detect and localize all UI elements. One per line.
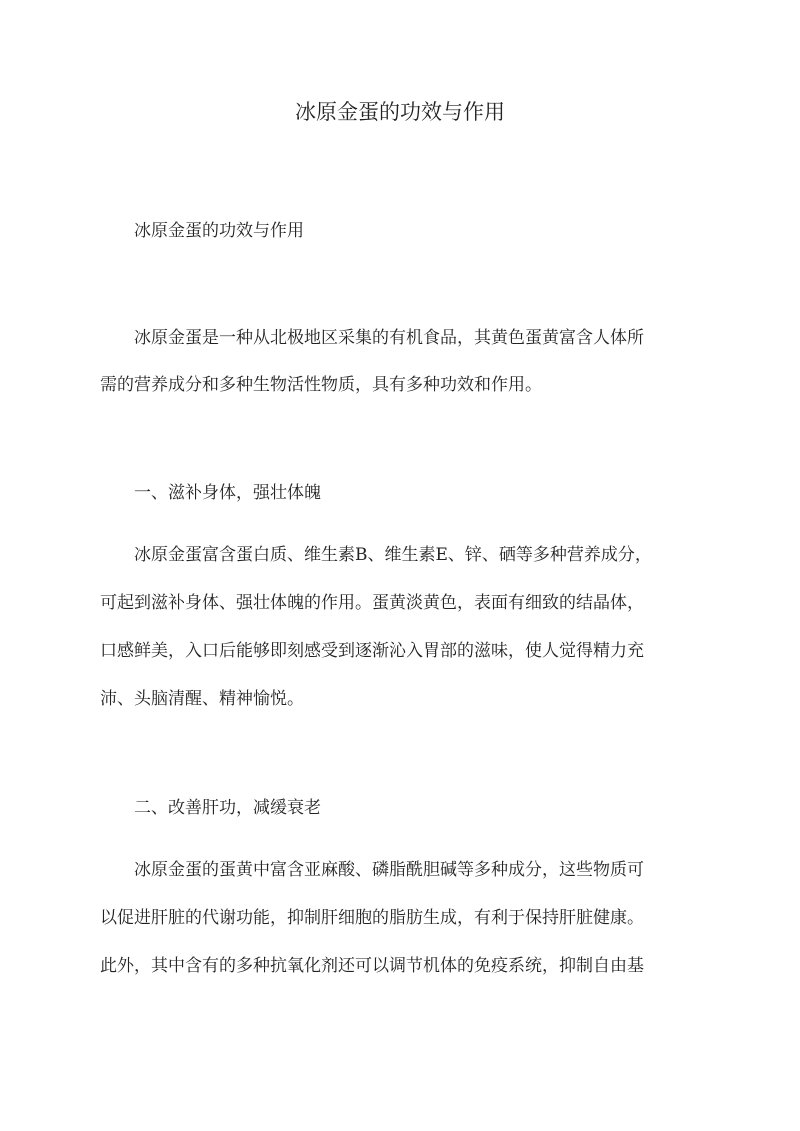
section-1-heading: 一、滋补身体，强壮体魄 xyxy=(134,483,321,503)
section-1-line-3: 口感鲜美，入口后能够即刻感受到逐渐沁入胃部的滋味，使人觉得精力充 xyxy=(100,641,644,661)
section-2-line-1: 冰原金蛋的蛋黄中富含亚麻酸、磷脂酰胆碱等多种成分，这些物质可 xyxy=(134,860,644,880)
section-1-line-4: 沛、头脑清醒、精神愉悦。 xyxy=(100,689,304,709)
page-title: 冰原金蛋的功效与作用 xyxy=(295,100,505,124)
intro-line-1: 冰原金蛋是一种从北极地区采集的有机食品，其黄色蛋黄富含人体所 xyxy=(134,328,644,348)
section-2-heading: 二、改善肝功，减缓衰老 xyxy=(134,798,321,818)
section-1-line-1: 冰原金蛋富含蛋白质、维生素B、维生素E、锌、硒等多种营养成分， xyxy=(134,545,652,565)
section-2-line-3: 此外，其中含有的多种抗氧化剂还可以调节机体的免疫系统，抑制自由基 xyxy=(100,956,644,976)
section-1-line-2: 可起到滋补身体、强壮体魄的作用。蛋黄淡黄色，表面有细致的结晶体， xyxy=(100,593,644,613)
subtitle: 冰原金蛋的功效与作用 xyxy=(134,221,304,241)
section-2-line-2: 以促进肝脏的代谢功能，抑制肝细胞的脂肪生成，有利于保持肝脏健康。 xyxy=(100,908,644,928)
intro-line-2: 需的营养成分和多种生物活性物质，具有多种功效和作用。 xyxy=(100,375,542,395)
